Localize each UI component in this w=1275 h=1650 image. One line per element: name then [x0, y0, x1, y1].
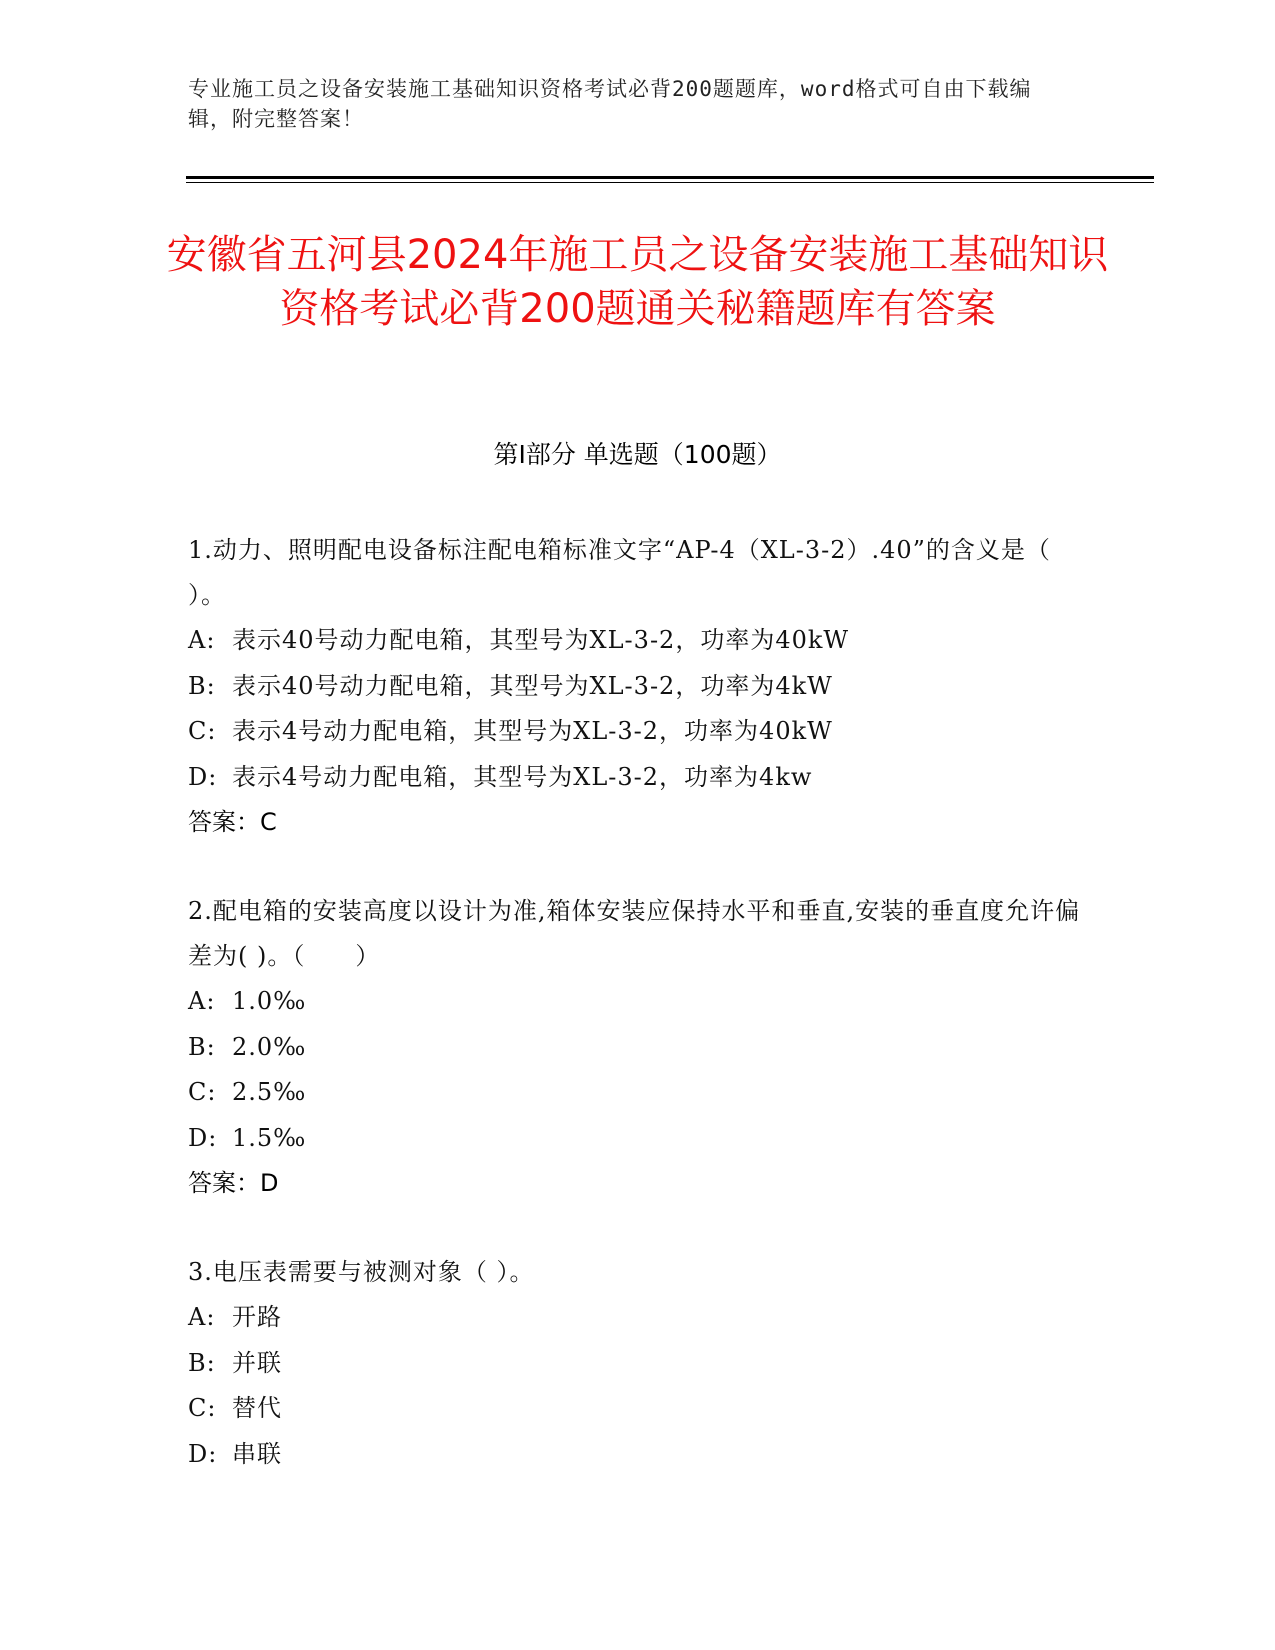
question-1 [188, 528, 1088, 845]
option-a [188, 1295, 1088, 1341]
option-text: 表示40号动力配电箱，其型号为XL-3-2，功率为40kW [232, 626, 850, 654]
answer: 答案：D [188, 1169, 279, 1197]
document-title: 安徽省五河县2024年施工员之设备安装施工基础知识资格考试必背200题通关秘籍题库有答案 [166, 232, 1109, 332]
question-list [188, 528, 1088, 1521]
option-letter: C: [188, 1394, 217, 1422]
option-text: 表示4号动力配电箱，其型号为XL-3-2，功率为4kw [232, 762, 813, 791]
question-text: 1.动力、照明配电设备标注配电箱标准文字“AP-4（XL-3-2）.40”的含义是（ ）。 [188, 536, 1051, 609]
option-a [188, 979, 1088, 1025]
option-a [188, 618, 1088, 664]
option-letter: A: [188, 1303, 216, 1331]
option-text: 并联 [232, 1348, 282, 1377]
header-note: 专业施工员之设备安装施工基础知识资格考试必背200题题库，word格式可自由下载编辑，附完整答案！ [188, 77, 1032, 131]
option-letter: C: [188, 717, 217, 745]
header-rule-thick [186, 176, 1154, 179]
option-c [188, 709, 1088, 755]
option-b [188, 1025, 1088, 1071]
option-letter: A: [188, 987, 216, 1015]
option-b [188, 1341, 1088, 1387]
answer: 答案：C [188, 808, 277, 836]
option-d [188, 755, 1088, 801]
header-rule-thin [186, 182, 1154, 183]
option-letter: A: [188, 626, 216, 654]
option-text: 串联 [232, 1439, 282, 1468]
option-text: 开路 [232, 1303, 282, 1331]
option-letter: D: [188, 1123, 218, 1152]
option-d [188, 1116, 1088, 1162]
option-text: 表示40号动力配电箱，其型号为XL-3-2，功率为4kW [232, 671, 833, 700]
option-d [188, 1432, 1088, 1478]
option-text: 1.5‰ [232, 1123, 307, 1152]
option-letter: B: [188, 1032, 216, 1061]
question-2 [188, 889, 1088, 1206]
option-text: 1.0‰ [232, 987, 307, 1015]
option-text: 表示4号动力配电箱，其型号为XL-3-2，功率为40kW [232, 717, 833, 745]
option-letter: B: [188, 671, 216, 700]
question-text: 3.电压表需要与被测对象（ ）。 [188, 1258, 535, 1286]
option-text: 替代 [232, 1394, 282, 1422]
option-letter: D: [188, 1439, 218, 1468]
option-c [188, 1386, 1088, 1432]
option-letter: C: [188, 1078, 217, 1106]
option-text: 2.0‰ [232, 1032, 307, 1061]
option-letter: D: [188, 762, 218, 791]
question-text: 2.配电箱的安装高度以设计为准,箱体安装应保持水平和垂直,安装的垂直度允许偏差为( )。（ ） [188, 897, 1081, 970]
question-3 [188, 1250, 1088, 1477]
section-title: 第Ⅰ部分 单选题（100题） [493, 440, 782, 469]
option-c [188, 1070, 1088, 1116]
option-b [188, 664, 1088, 710]
option-letter: B: [188, 1348, 216, 1377]
option-text: 2.5‰ [232, 1078, 307, 1106]
